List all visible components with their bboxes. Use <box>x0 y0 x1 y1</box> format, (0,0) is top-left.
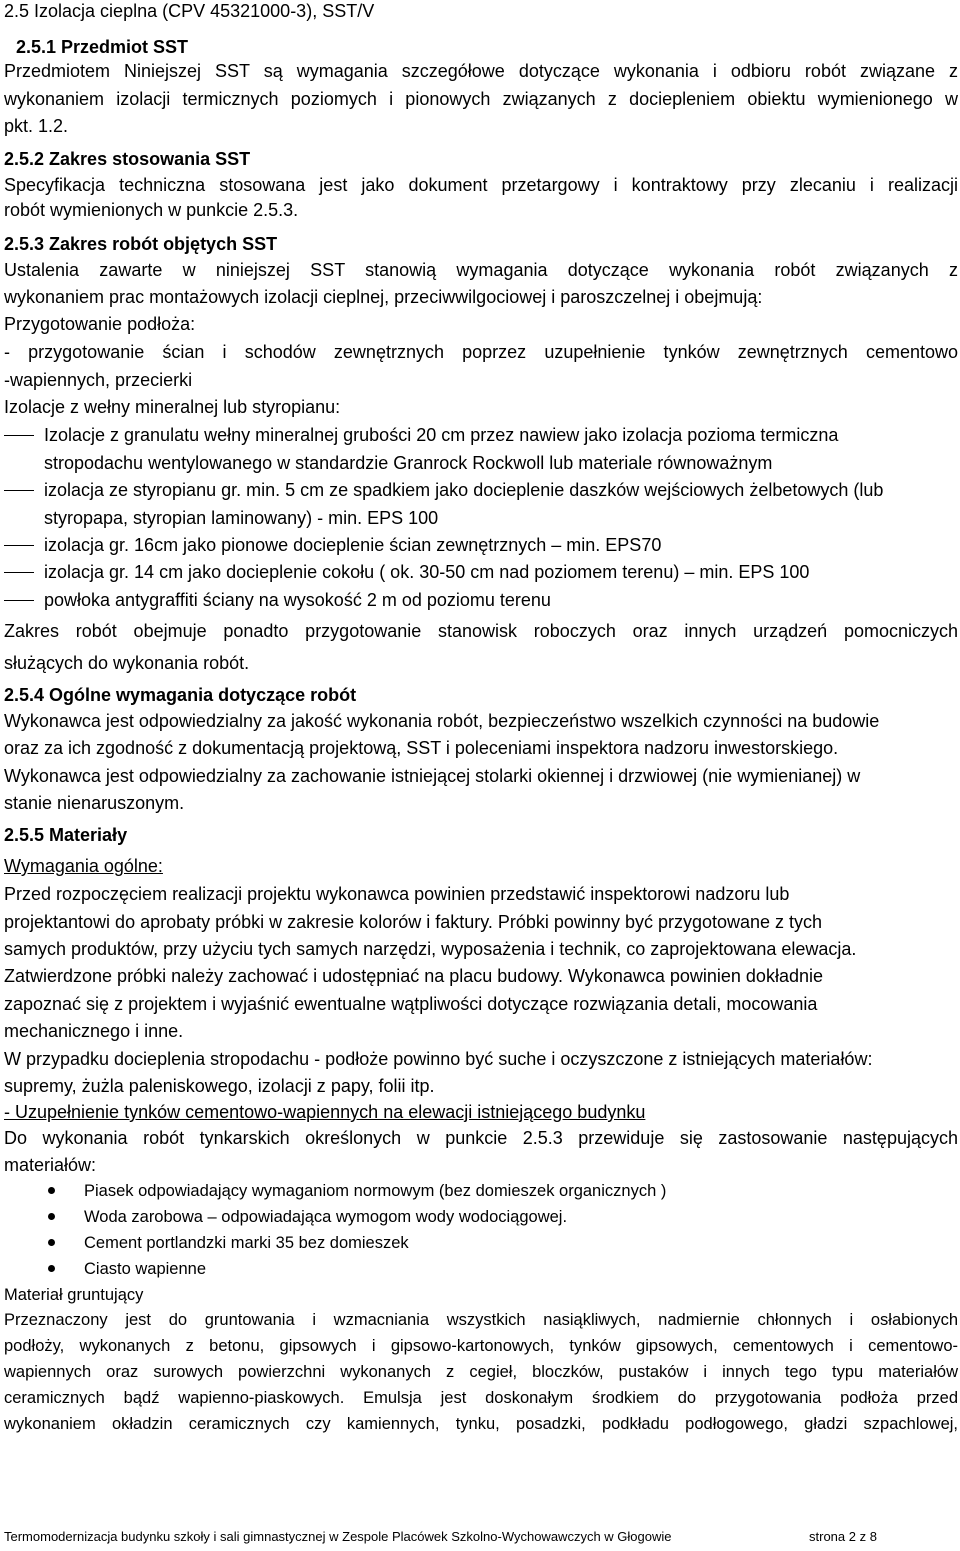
paragraph-line: Przedmiotem Niniejszej SST są wymagania szczegółowe dotyczące wykonania i odbioru robót związane z <box>4 61 958 81</box>
paragraph-line: mechanicznego i inne. <box>4 1021 184 1041</box>
paragraph-line: robót wymienionych w punkcie 2.5.3. <box>4 200 299 220</box>
paragraph-line: supremy, żużla paleniskowego, izolacji z papy, folii itp. <box>4 1076 435 1096</box>
paragraph-line: Zatwierdzone próbki należy zachować i udostępniać na placu budowy. Wykonawca powinien dokładnie <box>4 966 823 986</box>
dash-list-item: powłoka antygraffiti ściany na wysokość 2 m od poziomu terenu <box>44 590 551 610</box>
paragraph-line: Wykonawca jest odpowiedzialny za jakość wykonania robót, bezpieczeństwo wszelkich czynności na budowie <box>4 711 880 731</box>
paragraph-line: projektantowi do aprobaty próbki w zakresie kolorów i faktury. Próbki powinny być przygotowane z tych <box>4 912 823 932</box>
paragraph-line: zapoznać się z projektem i wyjaśnić ewentualne wątpliwości dotyczące rozwiązania detali, mocowania <box>4 994 818 1014</box>
paragraph-line: pkt. 1.2. <box>4 116 69 136</box>
paragraph-line: oraz za ich zgodność z dokumentacją projektową, SST i poleceniami inspektora nadzoru inwestorskiego. <box>4 738 839 758</box>
bullet-list-item: Piasek odpowiadający wymaganiom normowym (bez domieszek organicznych ) <box>84 1182 667 1200</box>
dash-list-item: stropodachu wentylowanego w standardzie Granrock Rockwoll lub materiale równoważnym <box>44 453 773 473</box>
heading-2-5-3: 2.5.3 Zakres robót objętych SST <box>4 234 278 254</box>
heading-2-5-5: 2.5.5 Materiały <box>4 825 128 845</box>
page-number: strona 2 z 8 <box>809 1529 877 1544</box>
dash-bullet-icon <box>4 435 34 436</box>
dash-bullet-icon <box>4 600 34 601</box>
paragraph-line: Zakres robót obejmuje ponadto przygotowanie stanowisk roboczych oraz innych urządzeń pomocniczych <box>4 621 958 641</box>
paragraph-line: wykonaniem prac montażowych izolacji cieplnej, przeciwwilgociowej i paroszczelnej i obejmują: <box>4 287 763 307</box>
paragraph-line: Przeznaczony jest do gruntowania i wzmacniania wszystkich nasiąkliwych, nadmiernie chłonnych i osłabionych <box>4 1311 958 1329</box>
dash-bullet-icon <box>4 572 34 573</box>
paragraph-line: służących do wykonania robót. <box>4 653 250 673</box>
bullet-list-item: Ciasto wapienne <box>84 1260 206 1278</box>
heading-2-5-1: 2.5.1 Przedmiot SST <box>16 37 189 57</box>
paragraph-line: stanie nienaruszonym. <box>4 793 185 813</box>
bullet-list-item: Cement portlandzki marki 35 bez domieszek <box>84 1234 409 1252</box>
paragraph-line: -wapiennych, przecierki <box>4 370 193 390</box>
footer-text: Termomodernizacja budynku szkoły i sali gimnastycznej w Zespole Placówek Szkolno-Wychowawczych w Głogowie <box>4 1529 672 1544</box>
dash-list-item: izolacja gr. 14 cm jako docieplenie cokołu ( ok. 30-50 cm nad poziomem terenu) – min. EPS 100 <box>44 562 810 582</box>
paragraph-line: Do wykonania robót tynkarskich określonych w punkcie 2.5.3 przewiduje się zastosowanie następujących <box>4 1128 958 1148</box>
bullet-icon <box>48 1187 55 1194</box>
bullet-icon <box>48 1239 55 1246</box>
bullet-list-item: Woda zarobowa – odpowiadająca wymogom wody wodociągowej. <box>84 1208 568 1226</box>
subheading-primer: Materiał gruntujący <box>4 1286 144 1304</box>
bullet-icon <box>48 1265 55 1272</box>
heading-2-5-4: 2.5.4 Ogólne wymagania dotyczące robót <box>4 685 357 705</box>
section-title: 2.5 Izolacja cieplna (CPV 45321000-3), SST/V <box>4 1 375 21</box>
dash-bullet-icon <box>4 545 34 546</box>
dash-bullet-icon <box>4 490 34 491</box>
paragraph-line: wykonaniem okładzin ceramicznych czy kamiennych, tynku, posadzki, podkładu podłogowego, gładzi szpachlowej, <box>4 1415 958 1433</box>
paragraph-line: - przygotowanie ścian i schodów zewnętrznych poprzez uzupełnienie tynków zewnętrznych cementowo <box>4 342 958 362</box>
paragraph-line: Przed rozpoczęciem realizacji projektu wykonawca powinien przedstawić inspektorowi nadzoru lub <box>4 884 790 904</box>
dash-list-item: styropapa, styropian laminowany) - min. EPS 100 <box>44 508 439 528</box>
paragraph-line: materiałów: <box>4 1155 97 1175</box>
dash-list-item: Izolacje z granulatu wełny mineralnej grubości 20 cm przez nawiew jako izolacja pozioma termiczna <box>44 425 839 445</box>
paragraph-line: samych produktów, przy użyciu tych samych narzędzi, wyposażenia i technik, co zaprojektowana elewacja. <box>4 939 857 959</box>
dash-list-item: izolacja ze styropianu gr. min. 5 cm ze spadkiem jako docieplenie daszków wejściowych żelbetowych (lub <box>44 480 884 500</box>
paragraph-line: wykonaniem izolacji termicznych poziomych i pionowych związanych z dociepleniem obiektu wymienionego w <box>4 89 958 109</box>
heading-2-5-2: 2.5.2 Zakres stosowania SST <box>4 149 251 169</box>
paragraph-line: W przypadku docieplenia stropodachu - podłoże powinno być suche i oczyszczone z istniejących materiałów: <box>4 1049 873 1069</box>
paragraph-line: Wykonawca jest odpowiedzialny za zachowanie istniejącej stolarki okiennej i drzwiowej (nie wymienianej) w <box>4 766 861 786</box>
paragraph-line: Przygotowanie podłoża: <box>4 314 196 334</box>
paragraph-line: podłoży, wykonanych z betonu, gipsowych i gipsowo-kartonowych, tynków gipsowych, cementowych i cementowo- <box>4 1337 958 1355</box>
underlined-heading: - Uzupełnienie tynków cementowo-wapiennych na elewacji istniejącego budynku <box>4 1102 646 1122</box>
dash-list-item: izolacja gr. 16cm jako pionowe docieplenie ścian zewnętrznych – min. EPS70 <box>44 535 662 555</box>
subheading-requirements: Wymagania ogólne: <box>4 856 163 876</box>
paragraph-line: wapiennych oraz surowych powierzchni wykonanych z cegieł, bloczków, pustaków i innych tego typu materiałów <box>4 1363 958 1381</box>
bullet-icon <box>48 1213 55 1220</box>
paragraph-line: Izolacje z wełny mineralnej lub styropianu: <box>4 397 341 417</box>
paragraph-line: ceramicznych bądź wapienno-piaskowych. Emulsja jest doskonałym środkiem do przygotowania podłoża przed <box>4 1389 958 1407</box>
paragraph-line: Ustalenia zawarte w niniejszej SST stanowią wymagania dotyczące wykonania robót związanych z <box>4 260 958 280</box>
paragraph-line: Specyfikacja techniczna stosowana jest jako dokument przetargowy i kontraktowy przy zlecaniu i realizacji <box>4 175 958 195</box>
